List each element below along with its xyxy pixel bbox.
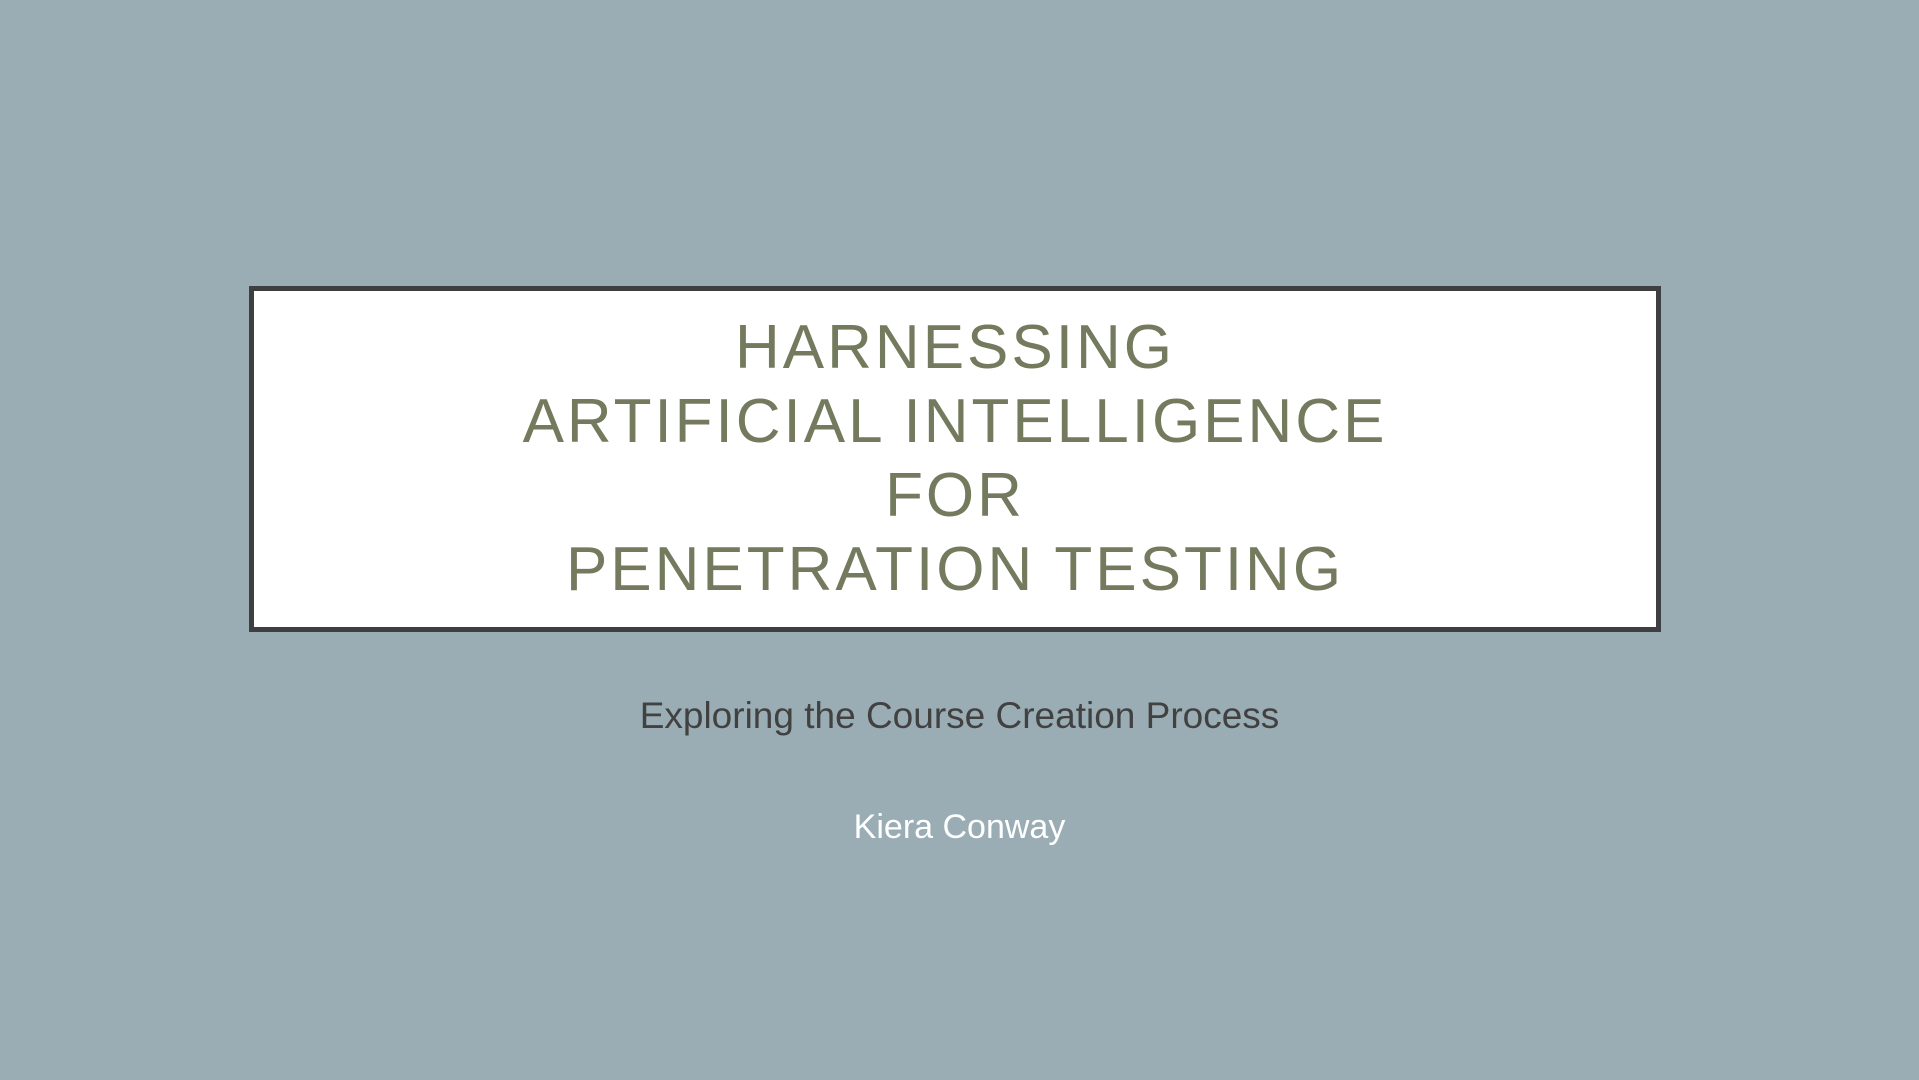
title-box bbox=[249, 286, 1661, 632]
title-line-4: PENETRATION TESTING bbox=[565, 535, 1345, 604]
author-name: Kiera Conway bbox=[853, 808, 1066, 846]
slide-subtitle: Exploring the Course Creation Process bbox=[639, 695, 1280, 736]
title-line-1: HARNESSING bbox=[735, 313, 1175, 382]
title-line-3: FOR bbox=[885, 461, 1025, 530]
title-line-2: ARTIFICIAL INTELLIGENCE bbox=[522, 387, 1388, 456]
